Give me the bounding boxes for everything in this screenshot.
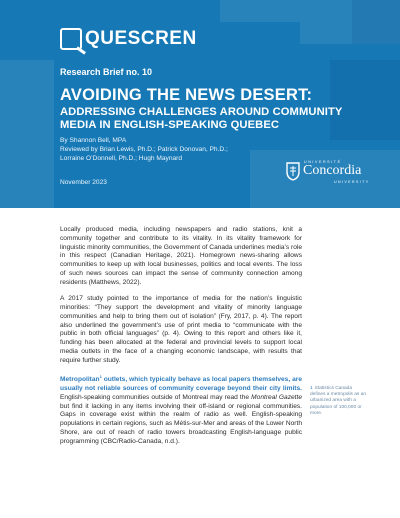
quescren-logo xyxy=(60,26,197,52)
reviewer-line: Lorraine O’Donnell, Ph.D.; Hugh Maynard xyxy=(60,155,183,163)
footnote-sidenote xyxy=(310,386,366,417)
footnote-ref[interactable]: 1 xyxy=(99,374,102,380)
title-line-2: ADDRESSING CHALLENGES AROUND COMMUNITY MEDIA IN ENGLISH-SPEAKING QUEBEC xyxy=(60,106,343,131)
highlight-metropolitan: Metropolitan xyxy=(60,376,100,384)
decor-square xyxy=(0,60,54,208)
paragraph-3 xyxy=(60,373,302,446)
concordia-shield-icon xyxy=(286,162,300,181)
paragraph-2: A 2017 study pointed to the importance of media for the nation’s linguistic minorities: “They support the development and vitality of minority language communities and help to bring them out of isolation” (Fry, 2017, p. 4). The report also underlined the government’s use of print media to “communicate with the public in both official languages” (p. 4). Owing to this report and others like it, funding has been allocated at the federal and provincial levels to support local media outlets in the face of a changing economic landscape, with results that require further study. xyxy=(60,295,302,364)
p3-text-a: English-speaking communities outside of Montreal may read the xyxy=(60,393,252,401)
publication-date: November 2023 xyxy=(60,179,107,186)
concordia-logo xyxy=(286,160,376,190)
decor-square xyxy=(352,0,400,44)
footnote-number: 1 xyxy=(310,386,313,391)
highlight-sentence: outlets, which typically behave as local papers themselves, are usually not reliable sources of community coverage beyond their city limits. xyxy=(60,376,302,393)
header-banner xyxy=(0,0,400,208)
body-text xyxy=(60,226,302,454)
footnote-text: Statistics Canada defines a metropolis as an urbanized area with a population of 100,000 or more. xyxy=(310,386,366,416)
p3-italic-gazette: Montreal Gazette xyxy=(251,393,303,401)
logo-text: QUESCREN xyxy=(85,28,197,49)
author-line: By Shannon Bell, MPA xyxy=(60,137,127,144)
title-line-1: AVOIDING THE NEWS DESERT: xyxy=(60,86,313,104)
concordia-name: Concordia xyxy=(303,163,362,178)
decor-square xyxy=(220,0,300,22)
concordia-universite: UNIVERSITÉ xyxy=(304,160,342,164)
p3-text-b: but find it lacking in any items involving their off-island or regional communities. Gaps in coverage exist within the realm of radio as well. English-speaking populations in certain regions, such as Métis-sur-Mer and areas of the Lower North Shore, are out of reach of radio towers broadcasting English-language public programming (CBC/Radio-Canada, n.d.). xyxy=(60,402,302,445)
reviewer-line: Reviewed by Brian Lewis, Ph.D.; Patrick Donovan, Ph.D.; xyxy=(60,146,228,154)
concordia-university: UNIVERSITY xyxy=(334,180,370,184)
paragraph-1: Locally produced media, including newspapers and radio stations, knit a community together and contribute to its vitality. In its vitality framework for linguistic minority communities, the Government of Canada underlines media’s role in this respect (Canadian Heritage, 2021). Homegrown news-sharing allows communities to keep up with local businesses, politics and local events. The loss of such news sources can impact the sense of community connection among residents (Matthews, 2022). xyxy=(60,226,302,286)
brief-series-label: Research Brief no. 10 xyxy=(60,67,153,77)
authors-block xyxy=(60,136,228,164)
quescren-q-logo-icon xyxy=(60,28,82,50)
